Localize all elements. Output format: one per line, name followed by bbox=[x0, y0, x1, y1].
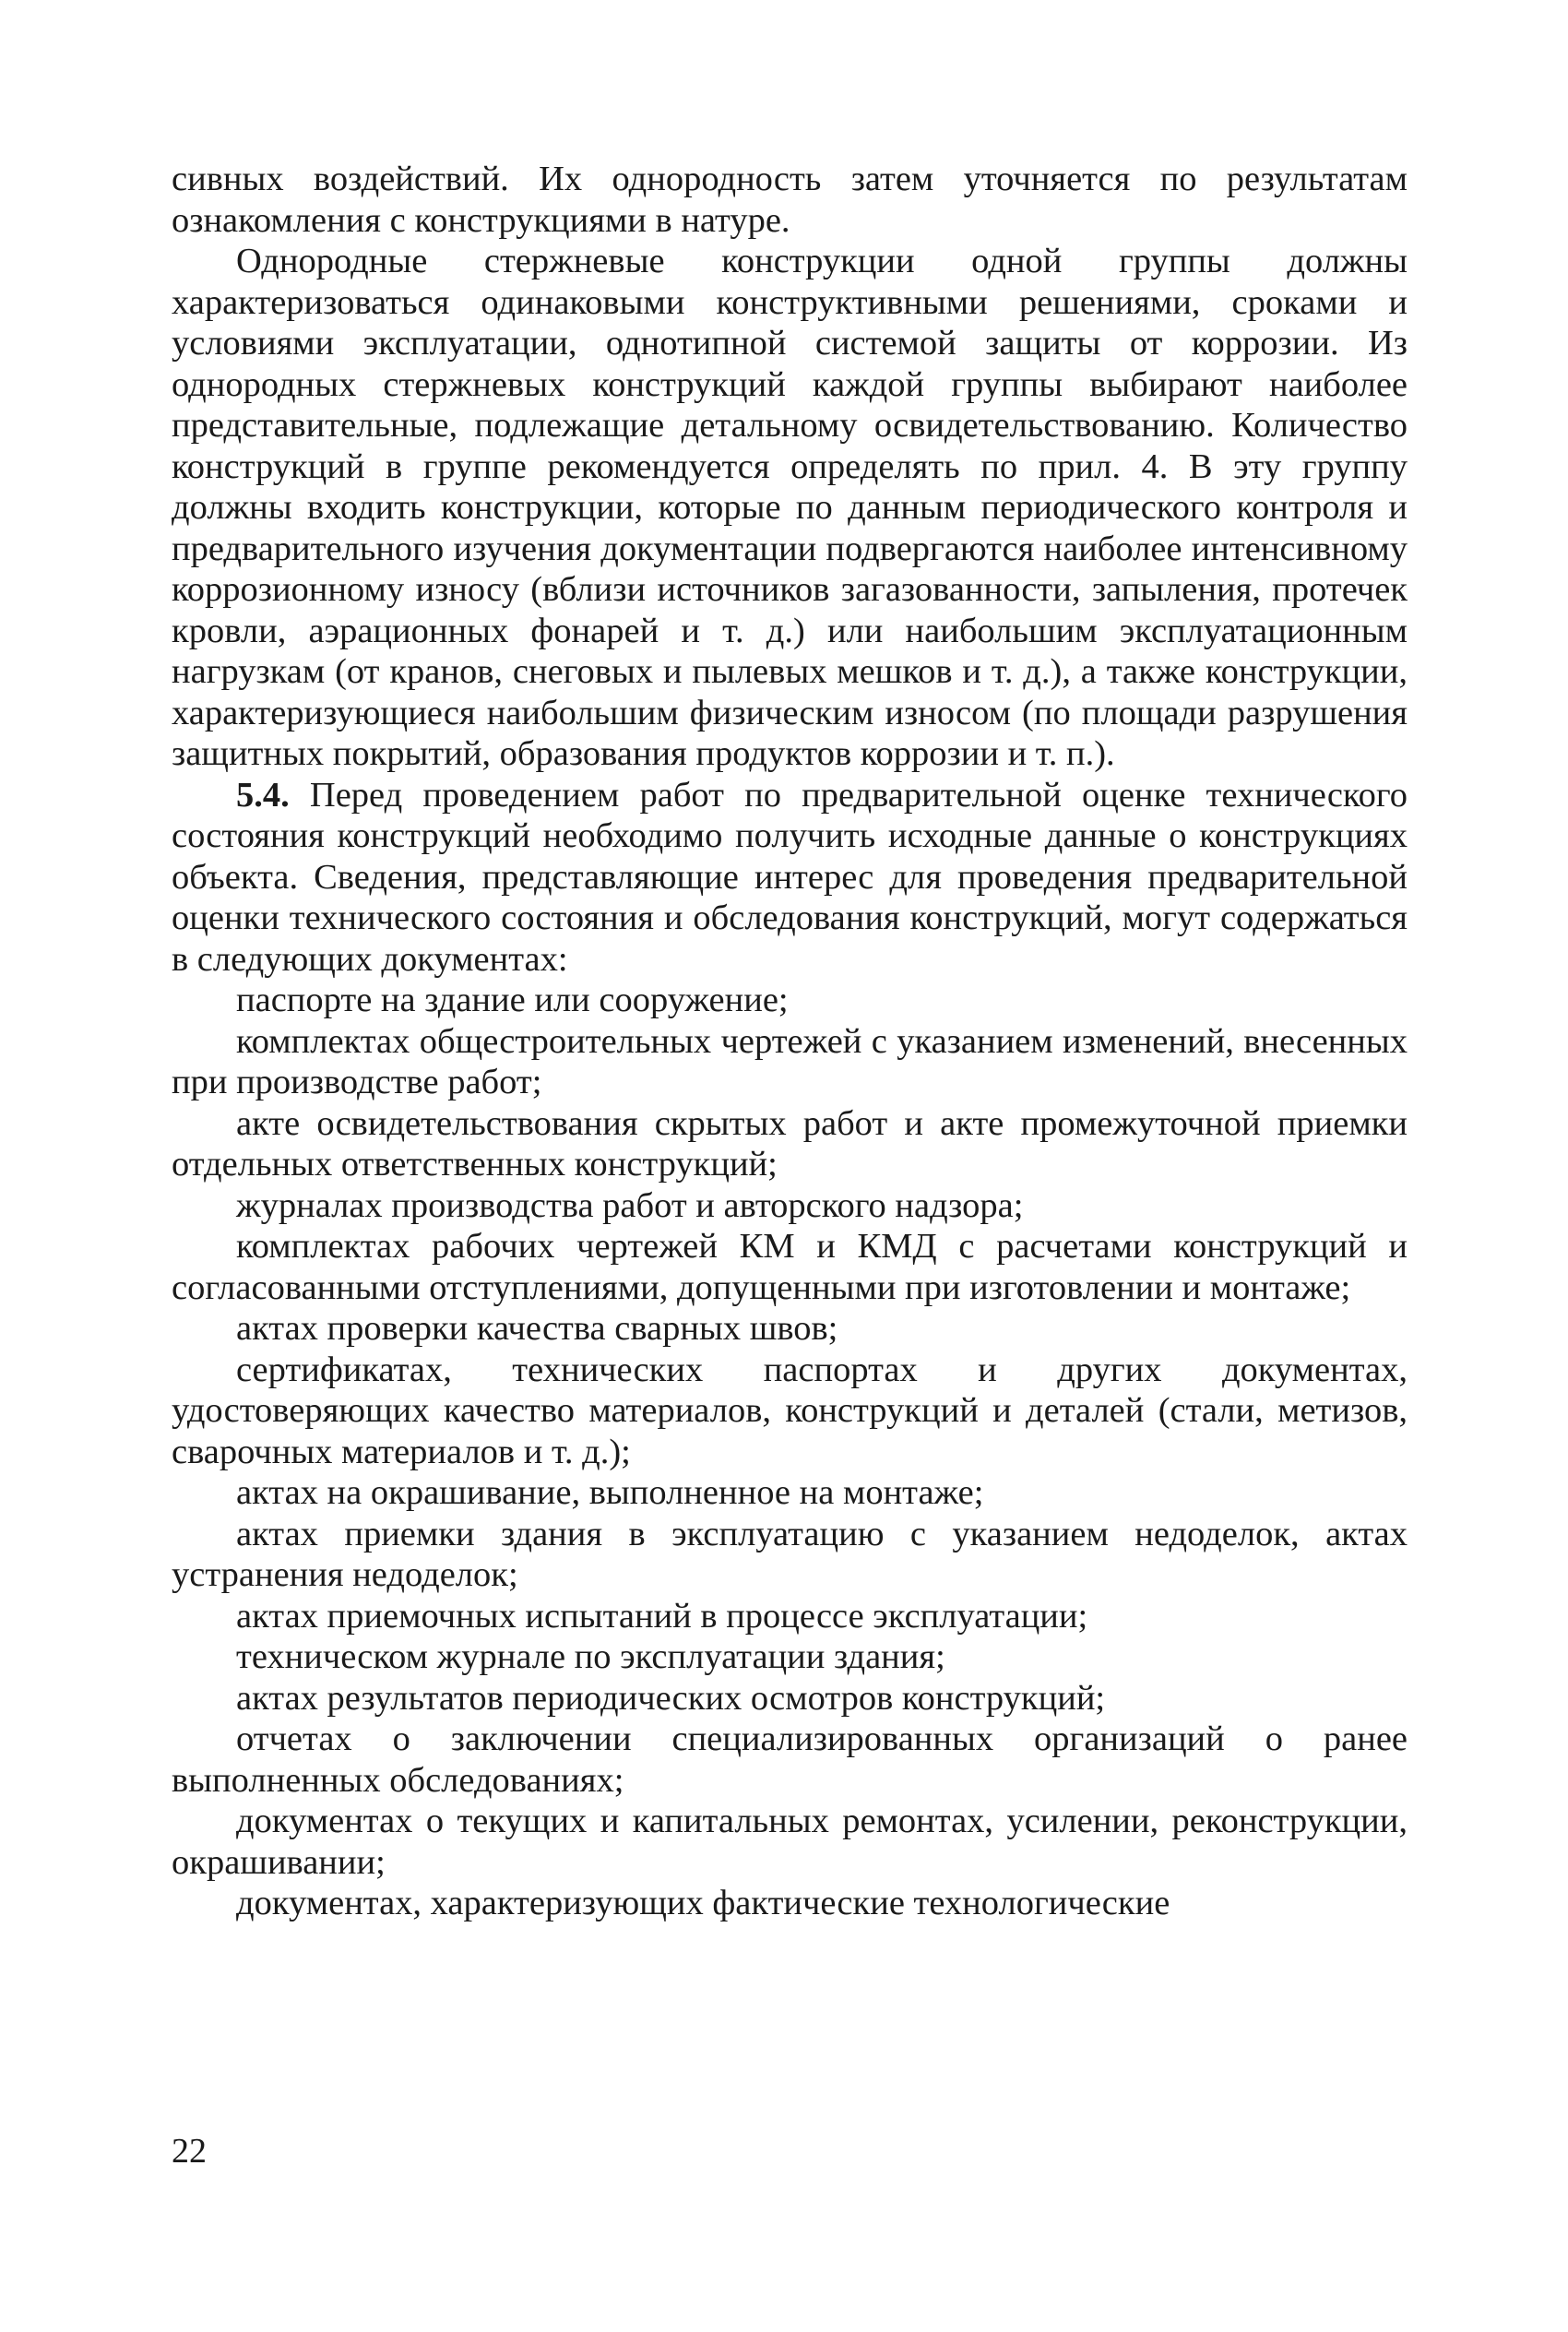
continuation-paragraph: сивных воздействий. Их однородность затем уточняется по результатам ознакомления с конструкциями в натуре. bbox=[172, 160, 1408, 240]
list-item: актах приемки здания в эксплуатацию с указанием недоделок, актах устранения недоделок; bbox=[172, 1514, 1408, 1594]
section-number: 5.4. bbox=[236, 775, 290, 815]
page-body bbox=[172, 159, 1408, 1924]
list-item: актах результатов периодических осмотров конструкций; bbox=[236, 1678, 1106, 1718]
section-5-4-paragraph bbox=[172, 775, 1408, 981]
list-item: техническом журнале по эксплуатации здания; bbox=[236, 1637, 945, 1676]
list-item: журналах производства работ и авторского надзора; bbox=[236, 1185, 1024, 1225]
list-item: документах о текущих и капитальных ремонтах, усилении, реконструкции, окрашивании; bbox=[172, 1802, 1408, 1882]
list-item: сертификатах, технических паспортах и других документах, удостоверяющих качество материалов, конструкций и деталей (стали, метизов, сварочных материалов и т. д.); bbox=[172, 1350, 1408, 1471]
documents-list bbox=[172, 980, 1408, 1924]
list-item: актах проверки качества сварных швов; bbox=[236, 1309, 838, 1348]
list-item: актах приемочных испытаний в процессе эксплуатации; bbox=[236, 1596, 1088, 1636]
list-item: комплектах рабочих чертежей КМ и КМД с расчетами конструкций и согласованными отступлениями, допущенными при изготовлении и монтаже; bbox=[172, 1227, 1408, 1307]
homogeneous-structures-paragraph: Однородные стержневые конструкции одной группы должны характеризоваться одинаковыми конструктивными решениями, сроками и условиями эксплуатации, однотипной системой защиты от коррозии. Из однородных стержневых конструкций каждой группы выбирают наиболее представительные, подлежащие детальному освидетельствованию. Количество конструкций в группе рекомендуется определять по прил. 4. В эту группу должны входить конструкции, которые по данным периодического контроля и предварительного изучения документации подвергаются наиболее интенсивному коррозионному износу (вблизи источников загазованности, запыления, протечек кровли, аэрационных фонарей и т. д.) или наибольшим эксплуатационным нагрузкам (от кранов, снеговых и пылевых мешков и т. д.), а также конструкции, характеризующиеся наибольшим физическим износом (по площади разрушения защитных покрытий, образования продуктов коррозии и т. п.). bbox=[172, 242, 1408, 773]
section-text: Перед проведением работ по предварительной оценке технического состояния конструкций необходимо получить исходные данные о конструкциях объекта. Сведения, представляющие интерес для проведения предварительной оценки технического состояния и обследования конструкций, могут содержаться в следующих документах: bbox=[172, 775, 1408, 979]
list-item: документах, характеризующих фактические технологические bbox=[236, 1884, 1170, 1922]
list-item: паспорте на здание или сооружение; bbox=[236, 981, 789, 1019]
list-item: комплектах общестроительных чертежей с указанием изменений, внесенных при производстве работ; bbox=[172, 1021, 1408, 1101]
list-item: акте освидетельствования скрытых работ и акте промежуточной приемки отдельных ответственных конструкций; bbox=[172, 1103, 1408, 1184]
list-item: актах на окрашивание, выполненное на монтаже; bbox=[236, 1473, 984, 1512]
page-number: 22 bbox=[172, 2132, 207, 2171]
list-item: отчетах о заключении специализированных организаций о ранее выполненных обследованиях; bbox=[172, 1719, 1408, 1800]
